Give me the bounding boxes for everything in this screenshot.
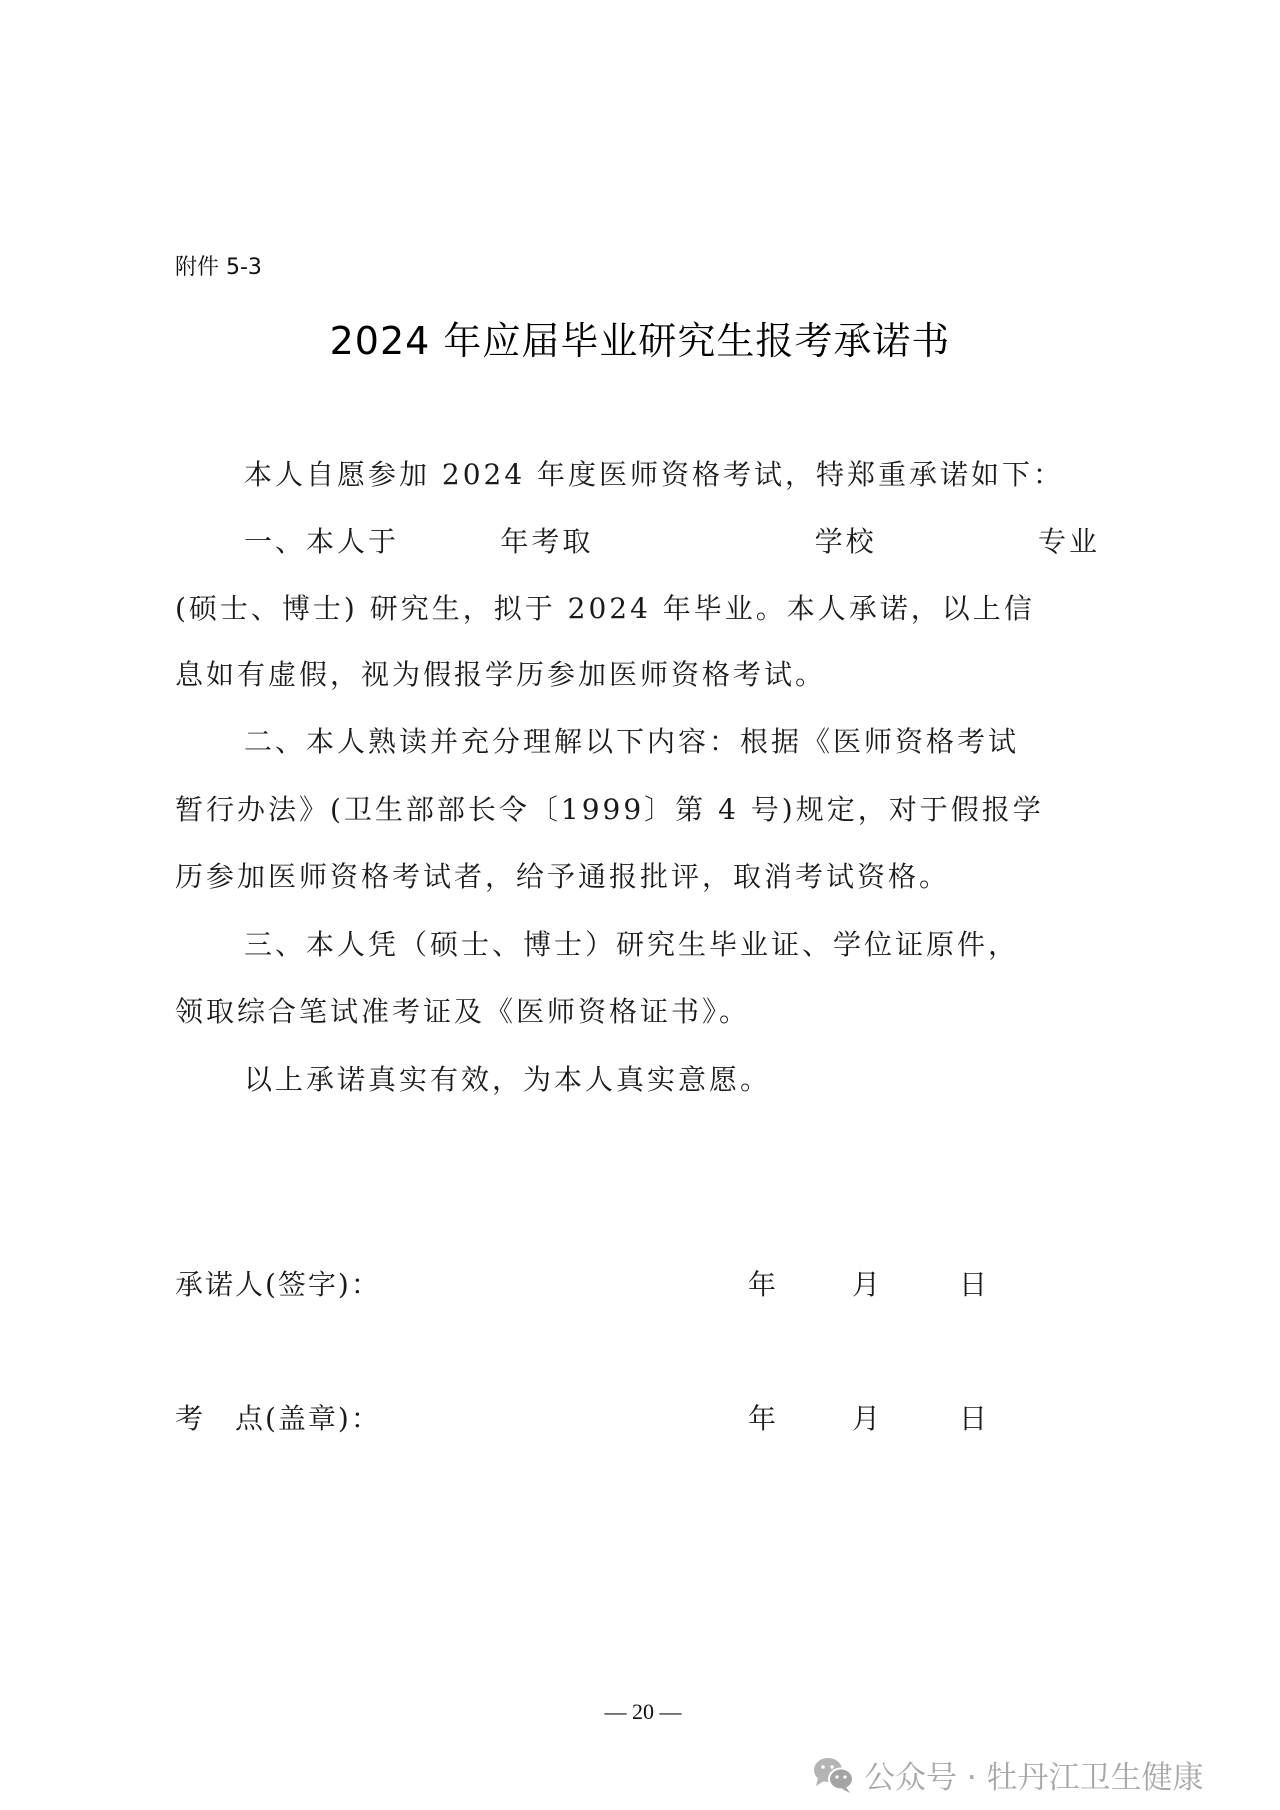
paragraph-1-line-1 bbox=[175, 525, 1100, 559]
month-label: 月 bbox=[852, 1268, 881, 1301]
wechat-icon bbox=[812, 1756, 856, 1794]
p1-part-4: 专业 bbox=[1037, 525, 1100, 558]
year-label: 年 bbox=[748, 1268, 777, 1301]
p1-part-1: 一、本人于 bbox=[244, 525, 400, 558]
document-title: 2024 年应届毕业研究生报考承诺书 bbox=[329, 319, 951, 363]
watermark bbox=[812, 1752, 1204, 1797]
closing-line: 以上承诺真实有效，为本人真实意愿。 bbox=[244, 1063, 772, 1096]
day-label: 日 bbox=[959, 1268, 988, 1301]
paragraph-1-line-2: (硕士、博士) 研究生，拟于 2024 年毕业。本人承诺，以上信 bbox=[175, 592, 1035, 625]
paragraph-2-line-2: 暂行办法》(卫生部部长令〔1999〕第 4 号)规定，对于假报学 bbox=[175, 793, 1044, 826]
day-label: 日 bbox=[959, 1402, 988, 1435]
paragraph-2-line-1: 二、本人熟读并充分理解以下内容：根据《医师资格考试 bbox=[244, 725, 1020, 758]
year-label: 年 bbox=[748, 1402, 777, 1435]
intro-line: 本人自愿参加 2024 年度医师资格考试，特郑重承诺如下： bbox=[244, 458, 1065, 491]
paragraph-1-line-3: 息如有虚假，视为假报学历参加医师资格考试。 bbox=[175, 658, 827, 691]
month-label: 月 bbox=[852, 1402, 881, 1435]
paragraph-3-line-2: 领取综合笔试准考证及《医师资格证书》。 bbox=[175, 995, 751, 1028]
promisor-signature-label: 承诺人(签字)： bbox=[175, 1268, 381, 1301]
page-number: — 20 — bbox=[604, 1699, 682, 1724]
attachment-label: 附件 5-3 bbox=[175, 255, 262, 280]
p1-part-2: 年考取 bbox=[500, 525, 594, 558]
p1-part-3: 学校 bbox=[814, 525, 877, 558]
exam-site-seal-label: 考 点(盖章)： bbox=[175, 1402, 381, 1435]
paragraph-3-line-1: 三、本人凭（硕士、博士）研究生毕业证、学位证原件， bbox=[244, 928, 1020, 961]
paragraph-2-line-3: 历参加医师资格考试者，给予通报批评，取消考试资格。 bbox=[175, 860, 951, 893]
watermark-text: 公众号 · 牡丹江卫生健康 bbox=[864, 1760, 1204, 1796]
